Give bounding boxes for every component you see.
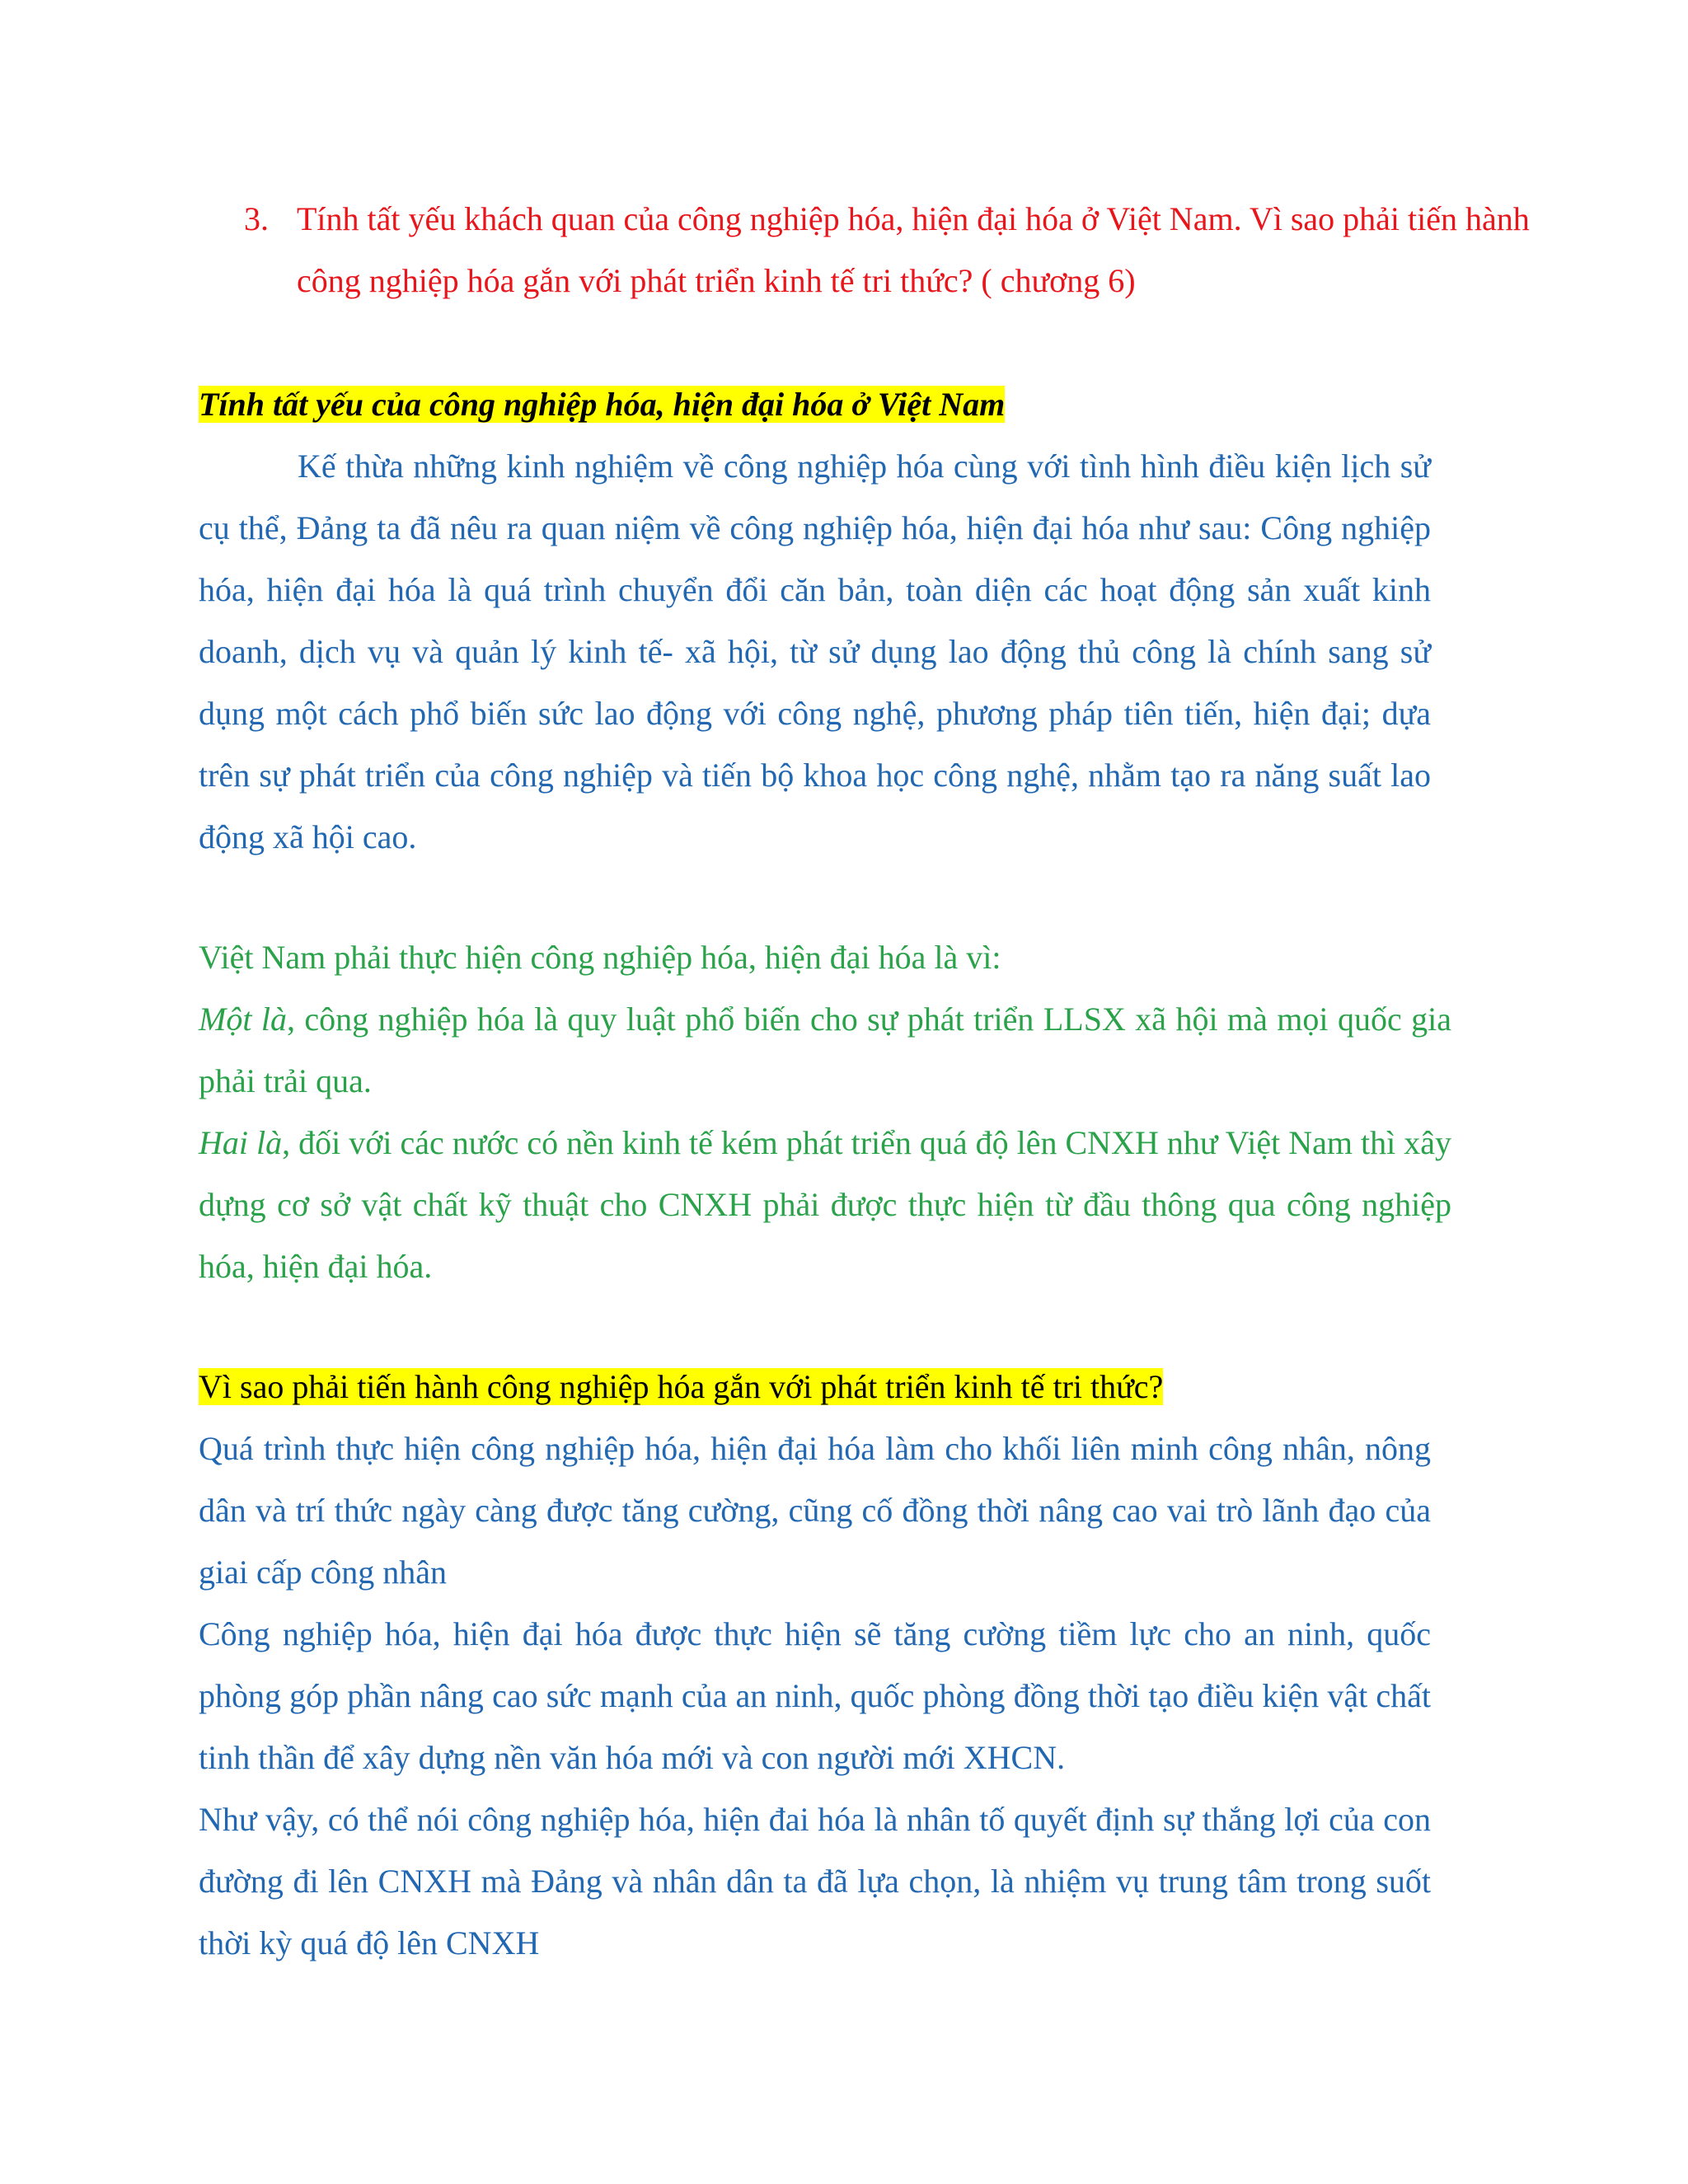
reason-one-text: , công nghiệp hóa là quy luật phổ biến cho sự phát triển LLSX xã hội mà mọi quốc gia phải trải qua. [199, 1001, 1452, 1099]
question-text: Tính tất yếu khách quan của công nghiệp hóa, hiện đại hóa ở Việt Nam. Vì sao phải tiến hành công nghiệp hóa gắn với phát triển kinh tế tri thức? ( chương 6) [297, 200, 1530, 299]
reason-two-label: Hai là [199, 1124, 283, 1161]
question-item [244, 188, 1530, 312]
question-number: 3. [244, 200, 269, 237]
reason-two-text: , đối với các nước có nền kinh tế kém phát triển quá độ lên CNXH như Việt Nam thì xây dựng cơ sở vật chất kỹ thuật cho CNXH phải được thực hiện từ đầu thông qua công nghiệp hóa, hiện đại hóa. [199, 1124, 1451, 1285]
reason-two [199, 1112, 1451, 1297]
reasons-intro: Việt Nam phải thực hiện công nghiệp hóa, hiện đại hóa là vì: [199, 939, 1001, 976]
why-paragraph-2: Công nghiệp hóa, hiện đại hóa được thực hiện sẽ tăng cường tiềm lực cho an ninh, quốc phòng góp phần nâng cao sức mạnh của an ninh, quốc phòng đồng thời tạo điều kiện vật chất tinh thần để xây dựng nền văn hóa mới và con người mới XHCN. [199, 1615, 1431, 1776]
reasons-block [199, 926, 1451, 1297]
section1-heading: Tính tất yếu của công nghiệp hóa, hiện đại hóa ở Việt Nam [199, 386, 1006, 423]
section1-heading-block [199, 373, 1431, 435]
why-paragraph-1: Quá trình thực hiện công nghiệp hóa, hiện đại hóa làm cho khối liên minh công nhân, nông dân và trí thức ngày càng được tăng cường, cũng cố đồng thời nâng cao vai trò lãnh đạo của giai cấp công nhân [199, 1430, 1431, 1591]
section2-heading: Vì sao phải tiến hành công nghiệp hóa gắn với phát triển kinh tế tri thức? [199, 1368, 1164, 1405]
reason-one [199, 988, 1451, 1112]
reason-one-label: Một là [199, 1001, 287, 1038]
why-paragraph-3: Như vậy, có thể nói công nghiệp hóa, hiện đai hóa là nhân tố quyết định sự thắng lợi của con đường đi lên CNXH mà Đảng và nhân dân ta đã lựa chọn, là nhiệm vụ trung tâm trong suốt thời kỳ quá độ lên CNXH [199, 1801, 1431, 1961]
definition-paragraph: Kế thừa những kinh nghiệm về công nghiệp hóa cùng với tình hình điều kiện lịch sử cụ thể, Đảng ta đã nêu ra quan niệm về công nghiệp hóa, hiện đại hóa như sau: Công nghiệp hóa, hiện đại hóa là quá trình chuyển đổi căn bản, toàn diện các hoạt động sản xuất kinh doanh, dịch vụ và quản lý kinh tế- xã hội, từ sử dụng lao động thủ công là chính sang sử dụng một cách phổ biến sức lao động với công nghệ, phương pháp tiên tiến, hiện đại; dựa trên sự phát triển của công nghiệp và tiến bộ khoa học công nghệ, nhằm tạo ra năng suất lao động xã hội cao. [199, 448, 1431, 855]
why-paragraphs [199, 1418, 1431, 1974]
section2-heading-block [199, 1356, 1431, 1418]
